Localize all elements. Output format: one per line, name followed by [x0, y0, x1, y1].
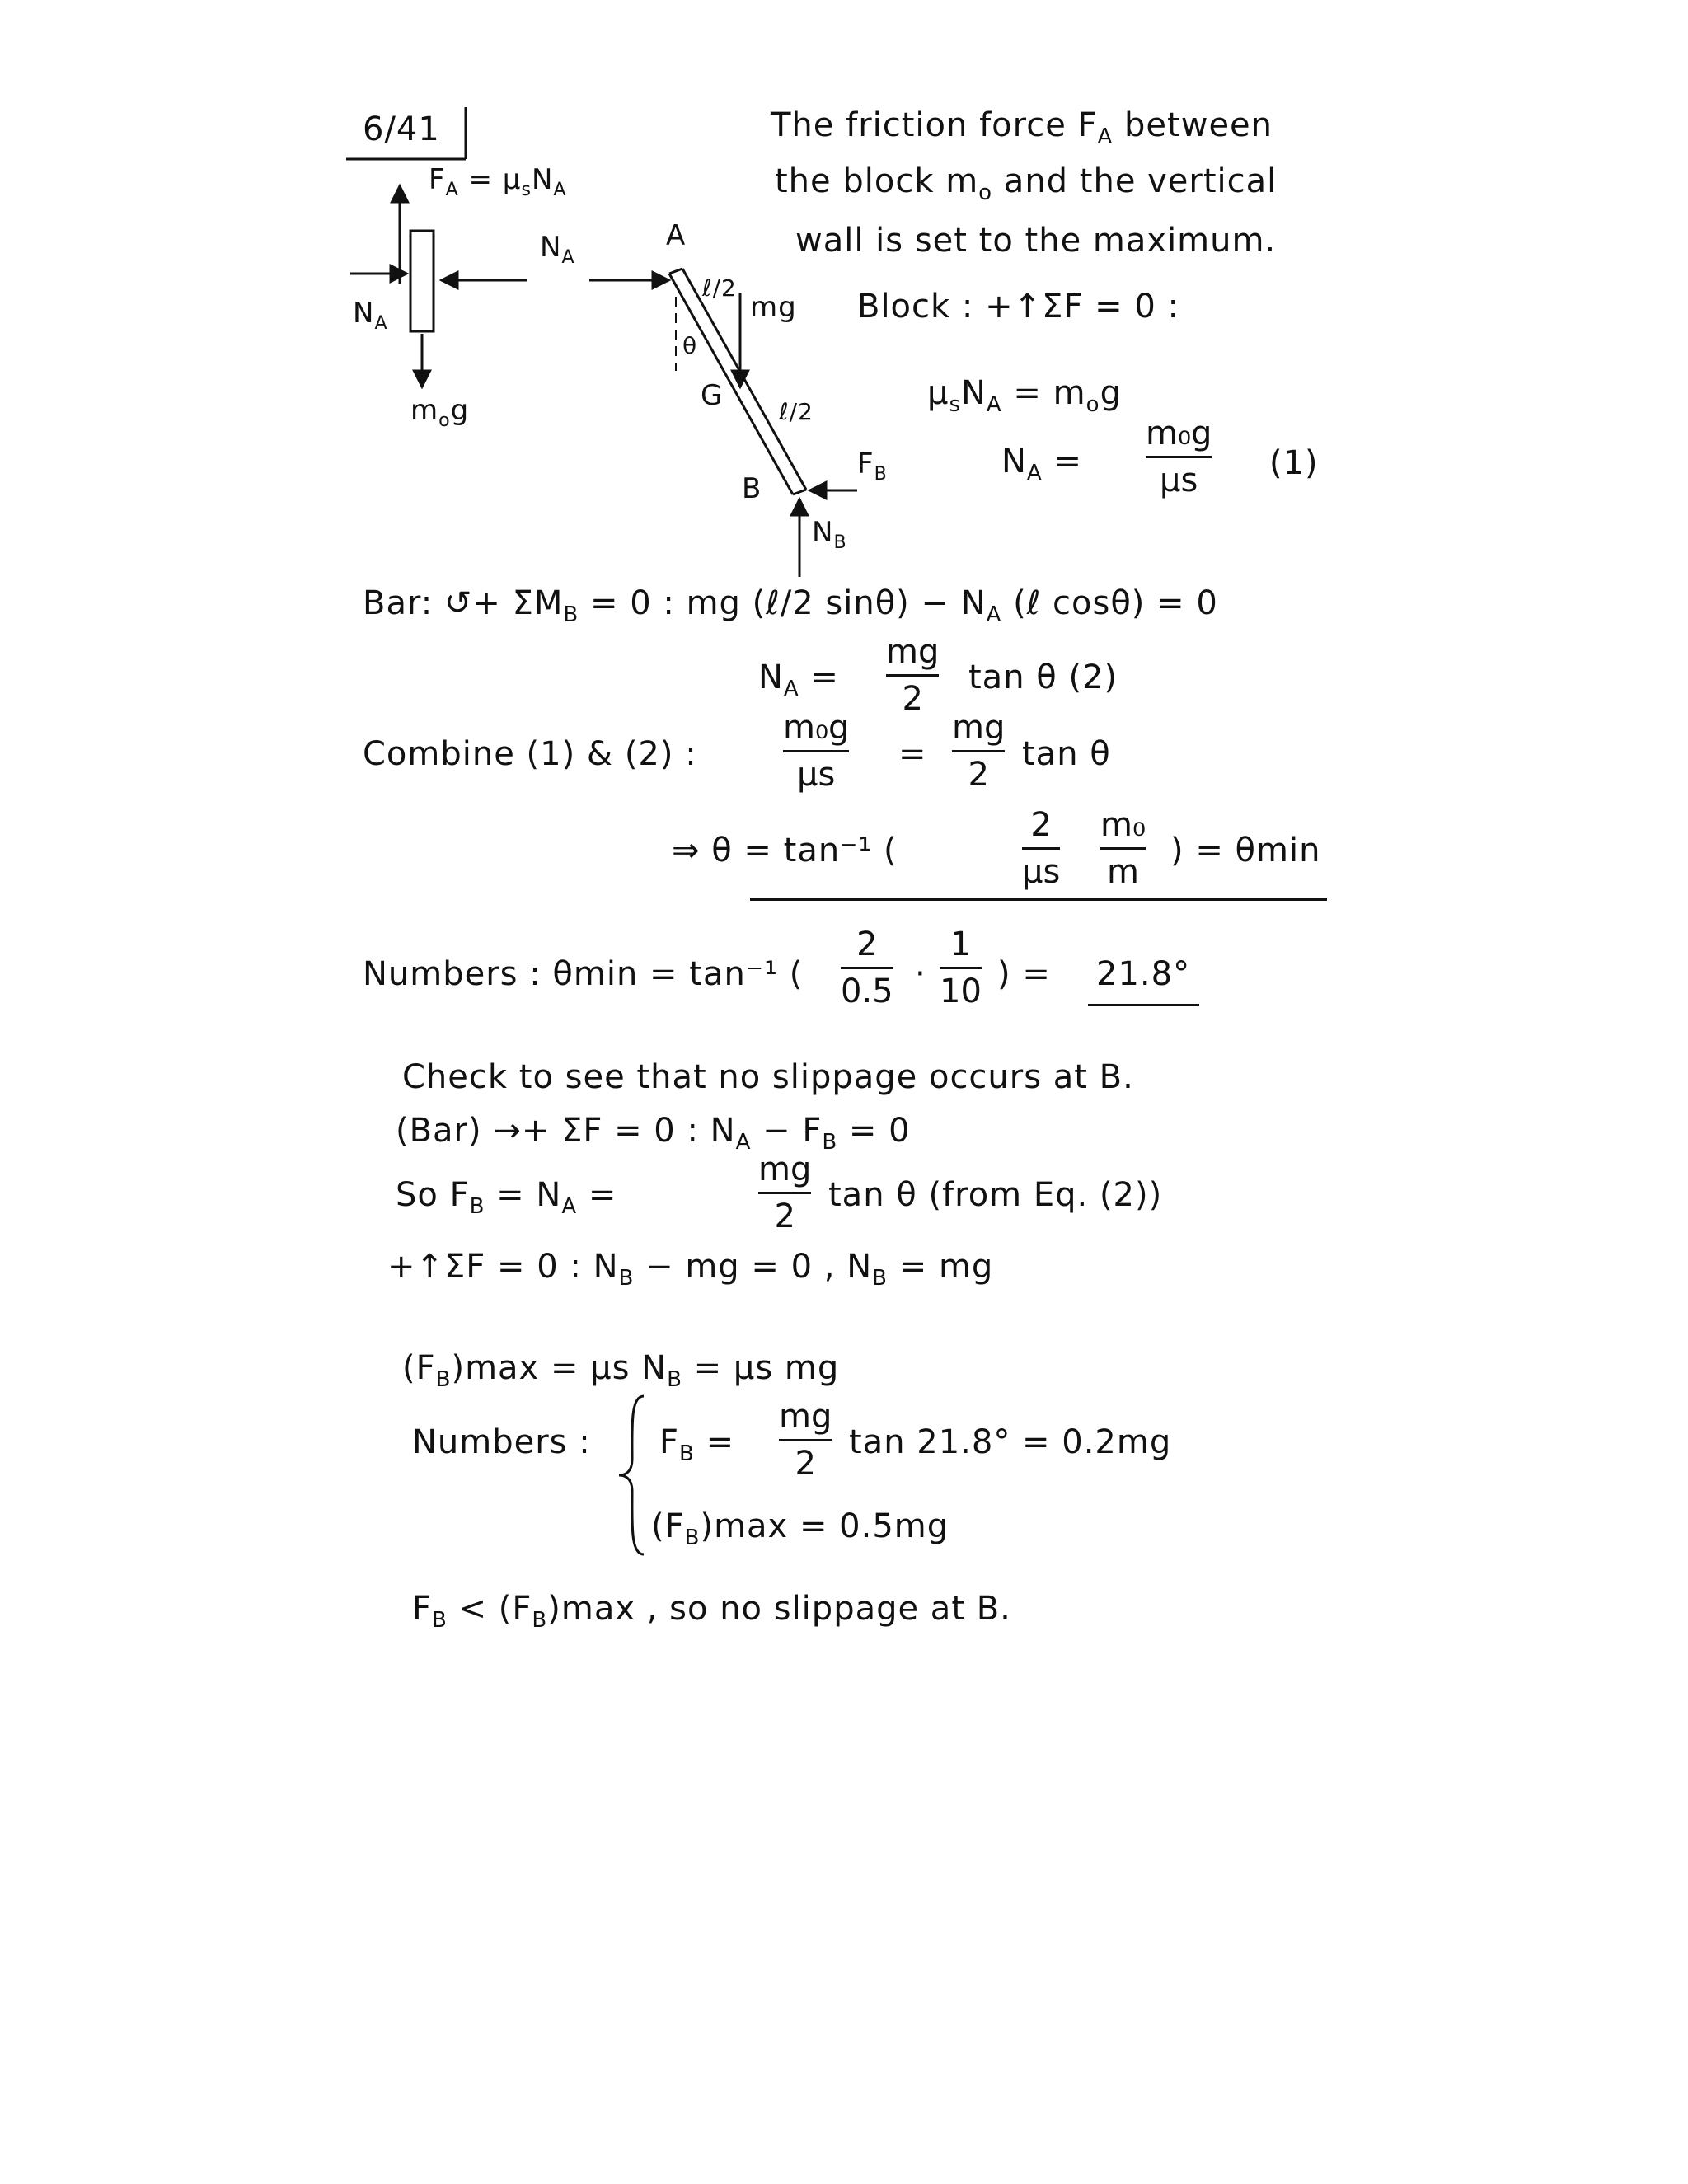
answer-underline: [1088, 1004, 1199, 1006]
theta-min-answer: 21.8°: [1096, 955, 1191, 993]
numbers-2-label: Numbers :: [412, 1423, 591, 1461]
point-g-label: G: [701, 379, 724, 412]
theta-result-suffix: ) = θmin: [1170, 832, 1321, 869]
bar-moment-equation: Bar: ↺+ $\Sigma M_B = 0$ : mg (ℓ/2 $\sin\theta) - N_A$ (ℓ cosθ) = 0: [363, 584, 1218, 627]
mog-label: $m_og$: [410, 394, 470, 431]
numbers-fraction-2: 1 10: [940, 926, 982, 1010]
fa-label: $F_A = \mu_sN_A$: [429, 163, 567, 200]
half-length-top: ℓ/2: [702, 274, 737, 302]
check-line-4: +↑ΣF = 0 : $N_B$ − mg = 0 , $N_B$ = mg: [387, 1248, 994, 1291]
na-result-lhs: $N_A$ =: [1001, 443, 1082, 485]
numbers-theta-prefix: Numbers : θmin = tan⁻¹ (: [363, 955, 804, 993]
combine-rhs-tail: tan θ: [1022, 735, 1111, 773]
block-equilibrium-header: Block : +↑ΣF = 0 :: [857, 288, 1179, 326]
numbers-close: ) =: [997, 955, 1051, 993]
numbers-2-row-1-fraction: mg 2: [779, 1398, 832, 1483]
theta-result-prefix: ⇒ θ = tan⁻¹ (: [672, 832, 898, 869]
theta-result-fraction-2: m₀ m: [1100, 806, 1146, 891]
check-line-3-fraction: mg 2: [758, 1151, 812, 1235]
combine-equals: =: [898, 735, 927, 773]
intro-line-2: the block $m_o$ and the vertical: [775, 162, 1278, 205]
point-a-label: A: [666, 219, 687, 252]
nb-label: $N_B$: [812, 516, 847, 553]
numbers-dot: ·: [915, 955, 926, 993]
check-line-3-pre: So $F_B = N_A$ =: [396, 1176, 617, 1219]
theta-label: θ: [682, 332, 698, 359]
combine-rhs-fraction: mg 2: [952, 709, 1006, 794]
theta-result-fraction-1: 2 μs: [1022, 806, 1061, 891]
half-length-bottom: ℓ/2: [779, 398, 814, 425]
brace: [614, 1393, 647, 1558]
intro-line-3: wall is set to the maximum.: [795, 222, 1277, 260]
na-equation-2-fraction: mg 2: [886, 633, 940, 718]
check-line-2: (Bar) →+ ΣF = 0 : $N_A - F_B = 0$: [396, 1112, 911, 1155]
equation-tag-1: (1): [1269, 444, 1319, 482]
combine-label: Combine (1) & (2) :: [363, 735, 697, 773]
numbers-2-row-2: $(F_B)\max = 0.5mg$: [651, 1507, 950, 1550]
conclusion-line: $F_B < (F_B)\max$ , so no slippage at B.: [412, 1590, 1011, 1633]
intro-line-1: The friction force $F_A$ between: [771, 106, 1273, 149]
block-equation-1: $\mu_sN_A = m_og$: [927, 374, 1122, 417]
na-equation-2-tail: tan θ (2): [968, 658, 1118, 696]
na-equation-2-lhs: $N_A$ =: [758, 658, 839, 701]
point-b-label: B: [742, 472, 762, 505]
check-line-1: Check to see that no slippage occurs at B.: [402, 1058, 1134, 1096]
numbers-2-row-1-pre: $F_B$ =: [659, 1423, 735, 1466]
combine-lhs-fraction: m₀g μs: [783, 709, 850, 794]
check-line-3-tail: tan θ (from Eq. (2)): [828, 1176, 1163, 1214]
theta-result-underline: [750, 898, 1327, 901]
problem-number: 6/41: [363, 110, 440, 148]
block-mo: [410, 231, 434, 331]
na-left-label: $N_A$: [353, 297, 388, 334]
fb-max-line: $(F_B)\max = \mu s$ $N_B = \mu s$ mg: [402, 1349, 840, 1392]
mg-label: mg: [750, 291, 797, 324]
numbers-fraction-1: 2 0.5: [841, 926, 893, 1010]
na-result-fraction: m₀g μs: [1146, 415, 1212, 499]
na-mid-label: $N_A$: [540, 231, 575, 268]
numbers-2-row-1-tail: tan 21.8° = 0.2mg: [849, 1423, 1172, 1461]
fb-label: $F_B$: [857, 448, 888, 485]
